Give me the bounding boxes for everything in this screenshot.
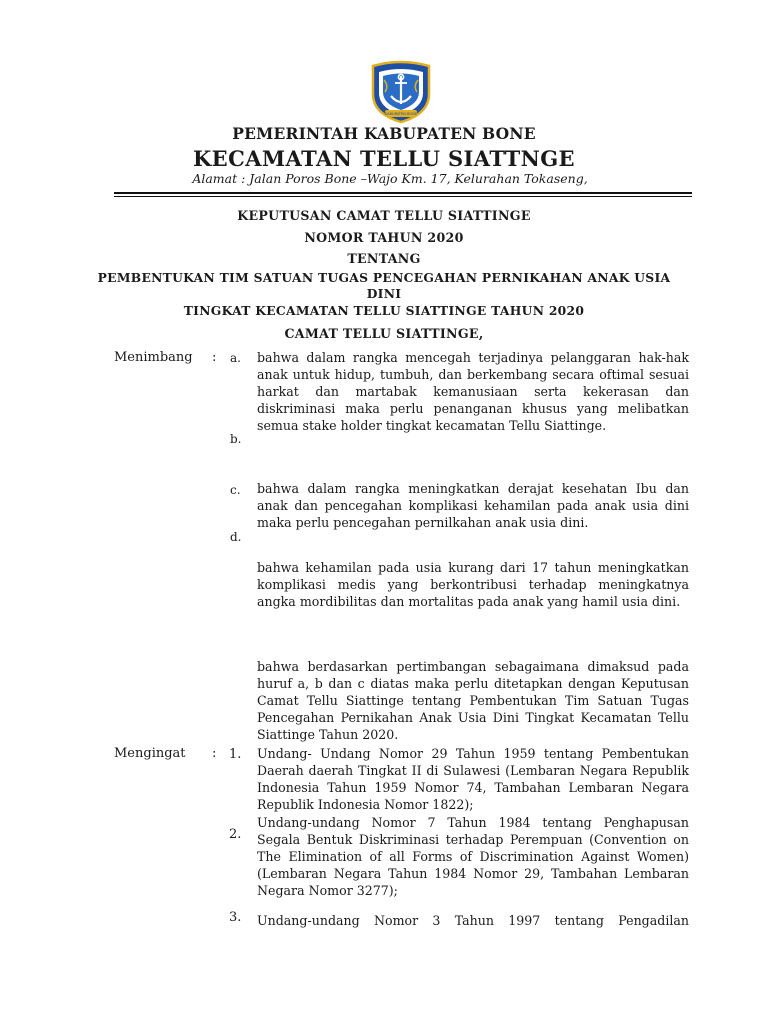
decree-title: KEPUTUSAN CAMAT TELLU SIATTINGE <box>237 208 531 223</box>
menimbang-marker-a: a. <box>230 351 241 365</box>
menimbang-item-d: bahwa berdasarkan pertimbangan sebagaimana dimaksud pada huruf a, b dan c diatas maka perlu ditetapkan dengan Keputusan Camat Tellu Siattinge tentang Pembentukan Tim Satuan Tugas Pencegahan Pernikahan Anak Usia Dini Tingkat Kecamatan Tellu Siattinge Tahun 2020. <box>257 659 689 742</box>
issuing-official: CAMAT TELLU SIATTINGE, <box>284 326 484 341</box>
office-address: Alamat : Jalan Poros Bone –Wajo Km. 17, Kelurahan Tokaseng, <box>192 171 588 186</box>
mengingat-marker-2: 2. <box>229 827 242 842</box>
mengingat-colon: : <box>212 746 217 761</box>
kabupaten-bone-emblem <box>369 60 433 124</box>
emblem-banner-text: KABUPATEN BONE <box>384 112 418 117</box>
menimbang-marker-b: b. <box>230 432 242 446</box>
decree-subject-line-2: DINI <box>366 286 402 301</box>
mengingat-item-1: Undang- Undang Nomor 29 Tahun 1959 tentang Pembentukan Daerah daerah Tingkat II di Sulawesi (Lembaran Negara Republik Indonesia Tahun 1959 Nomor 74, Tambahan Lembaran Negara Republik Indonesia Nomor 1822); <box>257 746 689 812</box>
government-heading: PEMERINTAH KABUPATEN BONE <box>232 124 536 143</box>
decree-subject-line-1: PEMBENTUKAN TIM SATUAN TUGAS PENCEGAHAN PERNIKAHAN ANAK USIA <box>97 270 671 285</box>
decree-number: NOMOR TAHUN 2020 <box>304 230 464 245</box>
menimbang-colon: : <box>212 350 217 365</box>
district-heading: KECAMATAN TELLU SIATTNGE <box>193 146 575 171</box>
menimbang-marker-c: c. <box>230 483 241 497</box>
menimbang-item-b: bahwa dalam rangka meningkatkan derajat kesehatan Ibu dan anak dan pencegahan komplikasi kehamilan pada anak usia dini maka perlu pencegahan pernilkahan anak usia dini. <box>257 481 689 530</box>
header-rule-thin <box>114 196 692 197</box>
menimbang-marker-d: d. <box>230 530 242 544</box>
mengingat-marker-1: 1. <box>229 747 242 762</box>
decree-subject-line-3: TINGKAT KECAMATAN TELLU SIATTINGE TAHUN 2020 <box>183 303 585 318</box>
decree-about: TENTANG <box>347 251 421 266</box>
menimbang-item-a: bahwa dalam rangka mencegah terjadinya pelanggaran hak-hak anak untuk hidup, tumbuh, dan berkembang secara oftimal sesuai harkat dan martabak kemanusiaan serta kekerasan dan diskriminasi maka perlu penanganan khusus yang melibatkan semua stake holder tingkat kecamatan Tellu Siattinge. <box>257 350 689 433</box>
mengingat-item-2: Undang-undang Nomor 7 Tahun 1984 tentang Penghapusan Segala Bentuk Diskriminasi terhadap Perempuan (Convention on The Elimination of all Forms of Discrimination Against Women) (Lembaran Negara Tahun 1984 Nomor 29, Tambahan Lembaran Negara Nomor 3277); <box>257 815 689 898</box>
menimbang-item-c: bahwa kehamilan pada usia kurang dari 17 tahun meningkatkan komplikasi medis yang berkontribusi terhadap meningkatnya angka mordibilitas dan mortalitas pada anak yang hamil usia dini. <box>257 560 689 609</box>
mengingat-item-3: Undang-undang Nomor 3 Tahun 1997 tentang Pengadilan <box>257 913 689 928</box>
header-rule-thick <box>114 192 692 194</box>
menimbang-label: Menimbang <box>114 350 193 365</box>
mengingat-label: Mengingat <box>114 746 186 761</box>
mengingat-marker-3: 3. <box>229 910 242 925</box>
